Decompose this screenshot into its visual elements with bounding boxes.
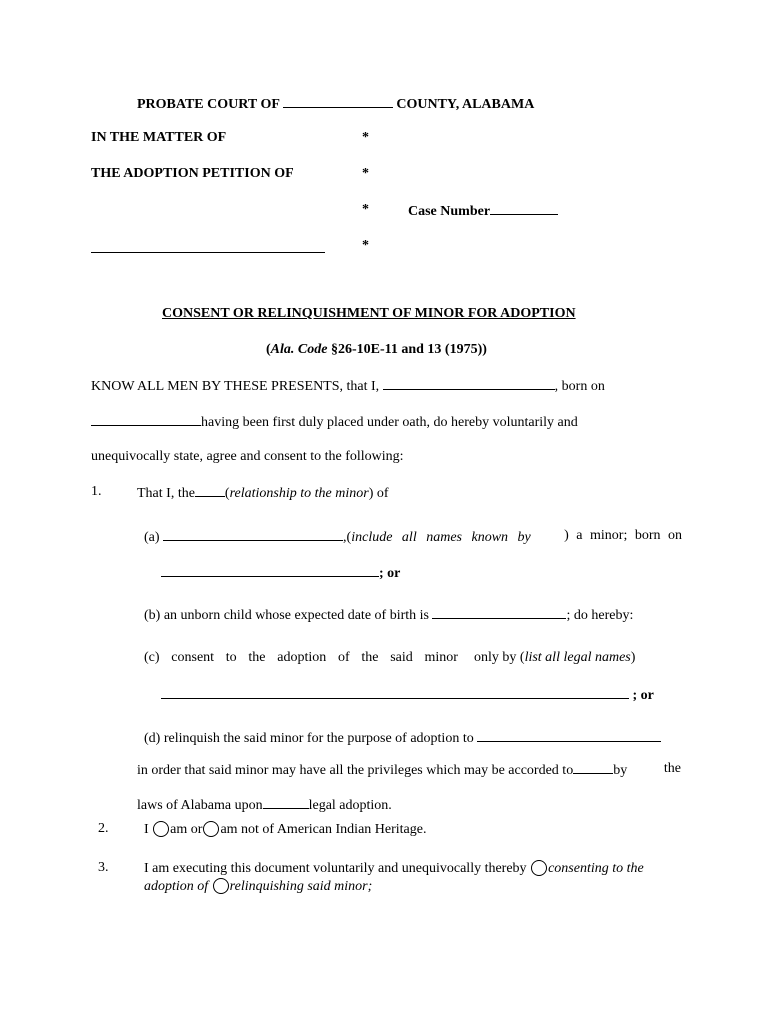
adoption-blank[interactable] (263, 796, 309, 809)
item-1d-line-3: laws of Alabama upon legal adoption. (137, 798, 392, 813)
item-1a-line-2: ; or (161, 564, 400, 582)
radio-relinquishing[interactable] (213, 878, 229, 894)
item-1c-words: (c) consent to the adoption of the said minor (144, 650, 458, 665)
declarant-name-blank[interactable] (383, 377, 555, 390)
court-heading: PROBATE COURT OF COUNTY, ALABAMA (137, 97, 535, 112)
privileges-blank[interactable] (573, 761, 613, 774)
intro-line-1: KNOW ALL MEN BY THESE PRESENTS, that I, , born on (91, 379, 605, 394)
caption-asterisk: * (362, 238, 369, 253)
item-3-number: 3. (98, 860, 109, 875)
legal-names-blank[interactable] (161, 686, 629, 699)
document-title: CONSENT OR RELINQUISHMENT OF MINOR FOR ADOPTION (162, 306, 576, 321)
item-1a (144, 528, 682, 546)
item-1d: (d) relinquish the said minor for the purpose of adoption to (144, 729, 661, 747)
radio-am-indian-heritage[interactable] (153, 821, 169, 837)
item-1b: (b) an unborn child whose expected date of birth is ; do hereby: (144, 608, 634, 623)
radio-am-not-indian-heritage[interactable] (203, 821, 219, 837)
item-1c-line-2: ; or (161, 686, 654, 704)
item-2-text: I am or am not of American Indian Heritage. (144, 822, 427, 837)
case-number-blank[interactable] (490, 202, 558, 215)
item-3-line-2: adoption of relinquishing said minor; (144, 879, 373, 894)
intro-line-3: unequivocally state, agree and consent to the following: (91, 449, 404, 464)
item-3-line-1: I am executing this document voluntarily and unequivocally thereby consenting to the (144, 861, 644, 876)
caption-asterisk: * (362, 130, 369, 145)
item-1-number: 1. (91, 484, 102, 499)
county-blank[interactable] (283, 95, 393, 108)
expected-birthdate-blank[interactable] (432, 606, 566, 619)
statute-citation: (Ala. Code §26-10E-11 and 13 (1975)) (266, 342, 487, 357)
item-2-number: 2. (98, 821, 109, 836)
radio-consenting[interactable] (531, 860, 547, 876)
item-1a-left: (a) ,(include all names known by (144, 530, 531, 545)
matter-line-1: IN THE MATTER OF (91, 130, 227, 145)
relationship-blank[interactable] (195, 484, 225, 497)
item-1d-line-2: in order that said minor may have all the privileges which may be accorded to by the (137, 761, 681, 778)
caption-asterisk: * (362, 202, 369, 217)
minor-name-blank[interactable] (163, 528, 343, 541)
item-1-text: That I, the (relationship to the minor) of (137, 486, 389, 501)
petitioner-name-blank[interactable] (91, 238, 325, 253)
agency-name-blank[interactable] (477, 729, 661, 742)
item-1c-only-by: only by (list all legal names) (474, 650, 636, 665)
minor-birthdate-blank[interactable] (161, 564, 379, 577)
caption-asterisk: * (362, 166, 369, 181)
declarant-birthdate-blank[interactable] (91, 413, 201, 426)
matter-line-2: THE ADOPTION PETITION OF (91, 166, 294, 181)
case-number: Case Number (408, 202, 558, 220)
item-1a-right: ) a minor; born on (564, 528, 682, 543)
intro-line-2: having been first duly placed under oath, do hereby voluntarily and (91, 413, 578, 431)
